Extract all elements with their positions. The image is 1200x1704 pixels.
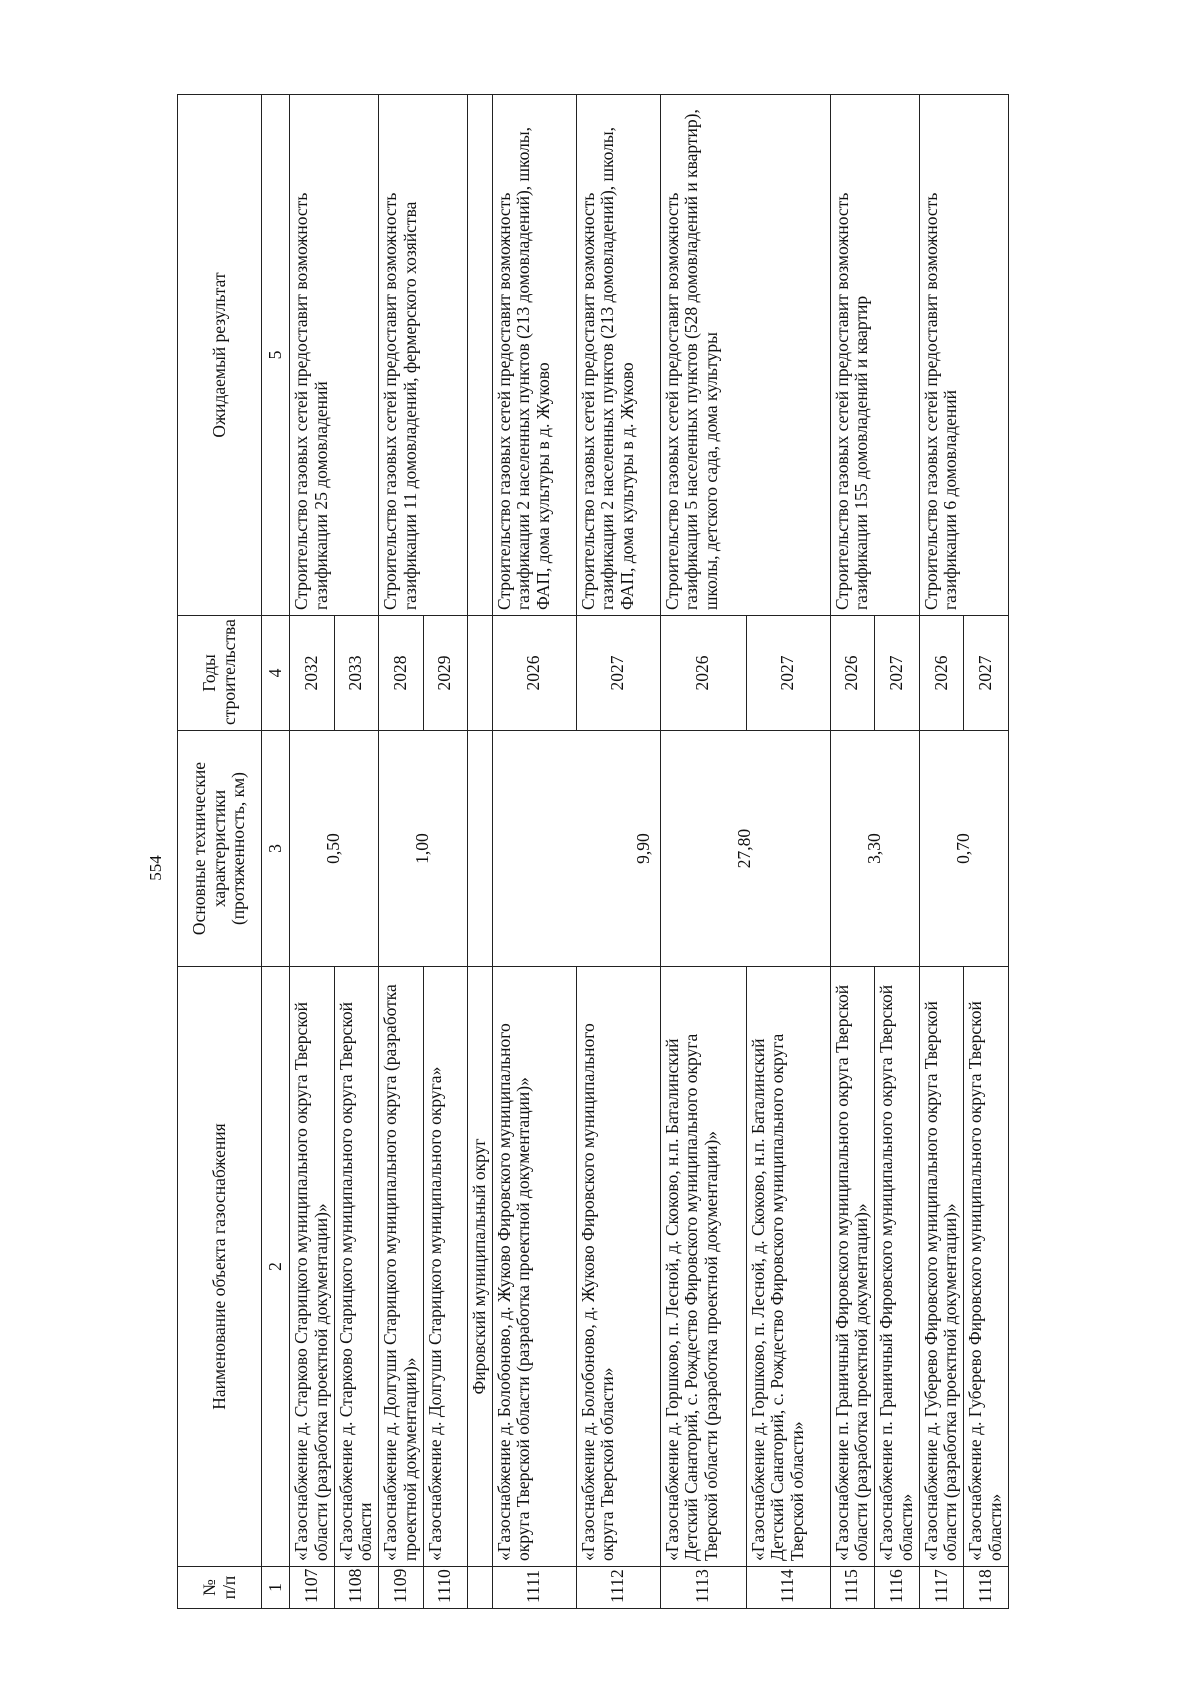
object-name: «Газоснабжение д. Болобоново, д. Жуково Фировского муниципального округа Тверской области» (576, 967, 660, 1567)
page-number: 554 (146, 855, 165, 881)
year-value: 2032 (290, 616, 335, 731)
row-number: 1115 (830, 1567, 875, 1609)
rotated-page-content (177, 95, 1200, 1609)
header-years: Годы строительства (178, 616, 262, 731)
year-value: 2027 (746, 616, 830, 731)
table-header-row (178, 95, 262, 1609)
row-number: 1116 (875, 1567, 920, 1609)
expected-result: Строительство газовых сетей предоставит возможность газификации 11 домовладений, фермерского хозяйства (379, 95, 468, 616)
object-name: «Газоснабжение п. Граничный Фировского муниципального округа Тверской области (разработка проектной документации)» (830, 967, 875, 1567)
numbering-cell: 5 (262, 95, 290, 616)
numbering-cell: 3 (262, 731, 290, 967)
object-name: «Газоснабжение д. Болобоново, д. Жуково Фировского муниципального округа Тверской области (разработка проектной документации)» (492, 967, 576, 1567)
row-number: 1109 (379, 1567, 424, 1609)
row-number: 1117 (919, 1567, 964, 1609)
year-value: 2026 (830, 616, 875, 731)
table-row (290, 95, 335, 1609)
length-value: 9,90 (492, 731, 660, 967)
expected-result: Строительство газовых сетей предоставит возможность газификации 155 домовладений и квартир (830, 95, 919, 616)
expected-result: Строительство газовых сетей предоставит возможность газификации 25 домовладений (290, 95, 379, 616)
length-value: 1,00 (379, 731, 468, 967)
gas-supply-table (177, 94, 1009, 1609)
year-value: 2028 (379, 616, 424, 731)
object-name: «Газоснабжение д. Горшково, п. Лесной, д. Скоково, н.п. Баталинский Детский Санаторий, с. Рождество Фировского муниципального округа Тверской области (разработка проектной документации)» (660, 967, 746, 1567)
section-empty-cell (467, 616, 492, 731)
length-value: 27,80 (660, 731, 830, 967)
object-name: «Газоснабжение д. Губерево Фировского муниципального округа Тверской области» (964, 967, 1009, 1567)
rotated-table-wrapper (177, 95, 1200, 1609)
row-number: 1111 (492, 1567, 576, 1609)
expected-result: Строительство газовых сетей предоставит возможность газификации 2 населенных пунктов (213 домовладений), школы, ФАП, дома культуры в д. Жуково (576, 95, 660, 616)
object-name: «Газоснабжение д. Долгуши Старицкого муниципального округа (разработка проектной документации)» (379, 967, 424, 1567)
table-numbering-row (262, 95, 290, 1609)
year-value: 2033 (334, 616, 379, 731)
year-value: 2027 (875, 616, 920, 731)
section-empty-cell (467, 731, 492, 967)
object-name: «Газоснабжение д. Старково Старицкого муниципального округа Тверской области (разработка проектной документации)» (290, 967, 335, 1567)
header-result: Ожидаемый результат (178, 95, 262, 616)
row-number: 1113 (660, 1567, 746, 1609)
row-number: 1110 (423, 1567, 467, 1609)
section-title: Фировский муниципальный округ (467, 967, 492, 1567)
table-row (379, 95, 424, 1609)
year-value: 2026 (660, 616, 746, 731)
row-number: 1114 (746, 1567, 830, 1609)
table-row (919, 95, 964, 1609)
row-number: 1118 (964, 1567, 1009, 1609)
length-value: 0,70 (919, 731, 1008, 967)
section-empty-cell (467, 1567, 492, 1609)
table-row (830, 95, 875, 1609)
year-value: 2029 (423, 616, 467, 731)
numbering-cell: 4 (262, 616, 290, 731)
row-number: 1107 (290, 1567, 335, 1609)
row-number: 1108 (334, 1567, 379, 1609)
header-characteristics: Основные технические характеристики (протяженность, км) (178, 731, 262, 967)
expected-result: Строительство газовых сетей предоставит возможность газификации 6 домовладений (919, 95, 1008, 616)
row-number: 1112 (576, 1567, 660, 1609)
table-row (660, 95, 746, 1609)
object-name: «Газоснабжение п. Граничный Фировского муниципального округа Тверской области» (875, 967, 920, 1567)
expected-result: Строительство газовых сетей предоставит возможность газификации 2 населенных пунктов (213 домовладений), школы, ФАП, дома культуры в д. Жуково (492, 95, 576, 616)
year-value: 2026 (492, 616, 576, 731)
year-value: 2027 (576, 616, 660, 731)
object-name: «Газоснабжение д. Горшково, п. Лесной, д. Скоково, н.п. Баталинский Детский Санаторий, с. Рождество Фировского муниципального округа Тверской области» (746, 967, 830, 1567)
section-row (467, 95, 492, 1609)
header-object-name: Наименование объекта газоснабжения (178, 967, 262, 1567)
numbering-cell: 2 (262, 967, 290, 1567)
year-value: 2026 (919, 616, 964, 731)
numbering-cell: 1 (262, 1567, 290, 1609)
header-number: № п/п (178, 1567, 262, 1609)
length-value: 0,50 (290, 731, 379, 967)
object-name: «Газоснабжение д. Губерево Фировского муниципального округа Тверской области (разработка проектной документации)» (919, 967, 964, 1567)
expected-result: Строительство газовых сетей предоставит возможность газификации 5 населенных пунктов (528 домовладений и квартир), школы, детского сада, дома культуры (660, 95, 830, 616)
section-empty-cell (467, 95, 492, 616)
object-name: «Газоснабжение д. Долгуши Старицкого муниципального округа» (423, 967, 467, 1567)
length-value: 3,30 (830, 731, 919, 967)
table-row (492, 95, 576, 1609)
object-name: «Газоснабжение д. Старково Старицкого муниципального округа Тверской области (334, 967, 379, 1567)
year-value: 2027 (964, 616, 1009, 731)
